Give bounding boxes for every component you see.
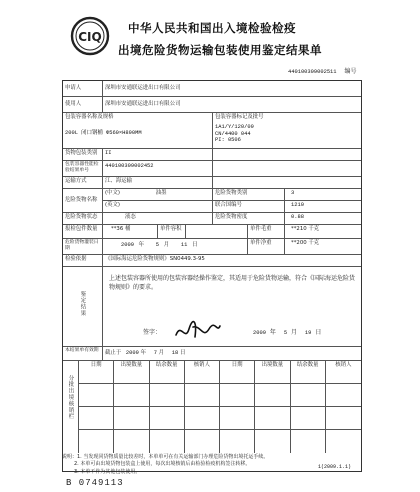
un-label: 联合国编号 <box>215 202 242 208</box>
batch-header-cell: 出境数量 <box>114 361 149 384</box>
batch-table-cell <box>255 430 290 453</box>
result-text: 上述包装容器所使用的包装容器经操作鉴定，其适用于危险货物运输，符合《国际海运危险货物规则》的要求。 <box>109 275 356 291</box>
batch-table-cell <box>326 430 361 453</box>
name-cn-label: (中文) <box>105 190 120 196</box>
unit-vol-value <box>186 225 248 238</box>
fill-date-value <box>103 239 248 254</box>
batch-side-label: 分批出境核销栏 <box>67 375 74 420</box>
quantity-value: **36 桶 <box>103 225 158 238</box>
sign-date <box>253 329 321 336</box>
perf-cert-label: 包装容器性能检验结果单号 <box>63 161 103 176</box>
perf-cert-row <box>63 161 361 177</box>
batch-table-cell <box>79 407 114 430</box>
applicant-value: 深圳市安通联运进出口有限公司 <box>105 85 181 91</box>
class-un-values <box>285 189 361 212</box>
name-en-label: (英文) <box>105 202 120 208</box>
batch-header-cell: 结余数量 <box>291 361 326 384</box>
validity-row <box>63 347 361 361</box>
validity-day: 18 <box>171 350 179 356</box>
serial-number-row <box>288 66 356 75</box>
batch-header-cell: 核销人 <box>185 361 220 384</box>
result-row <box>63 267 361 347</box>
validity-value <box>103 347 361 360</box>
validity-year-unit: 年 <box>140 350 146 356</box>
container-name-value: 200L 闭口钢桶 Φ560×H890MM <box>65 130 142 137</box>
user-row <box>63 97 361 113</box>
year-unit: 年 <box>138 242 145 248</box>
batch-header-cell: 日期 <box>220 361 255 384</box>
fill-day: 11 <box>180 242 188 248</box>
batch-header-cell: 结余数量 <box>150 361 185 384</box>
batch-table-cell <box>255 407 290 430</box>
document-header <box>0 6 420 76</box>
batch-table-cell <box>79 430 114 453</box>
perf-cert-value: 440100309002452 <box>103 161 213 176</box>
validity-day-unit: 日 <box>180 350 186 356</box>
sign-year: 2009 <box>253 330 266 336</box>
batch-grid <box>79 361 361 453</box>
danger-class-value: 3 <box>285 189 361 201</box>
batch-table-cell <box>185 407 220 430</box>
transport-label: 运输方式 <box>63 177 103 188</box>
cargo-code-value: II <box>103 149 213 160</box>
result-label: 鉴定结果 <box>79 291 86 317</box>
ciq-logo-icon <box>70 16 110 56</box>
batch-table-cell <box>220 384 255 407</box>
net-label: 单件净重 <box>248 239 285 254</box>
batch-table-cell <box>291 384 326 407</box>
month-unit: 月 <box>163 242 170 248</box>
batch-header-cell: 出境数量 <box>255 361 290 384</box>
quantity-row <box>63 225 361 239</box>
fill-date-row <box>63 239 361 255</box>
result-label-cell <box>63 267 103 346</box>
title-line-1: 中华人民共和国出入境检验检疫 <box>128 21 296 35</box>
batch-table <box>63 361 361 453</box>
batch-table-cell <box>150 430 185 453</box>
container-mark-value-2: CN/4400 044 <box>215 130 251 137</box>
sign-label: 签字： <box>143 329 162 336</box>
batch-table-cell <box>150 407 185 430</box>
batch-table-cell <box>220 407 255 430</box>
container-mark-label: 包装容器标记及批号 <box>215 114 264 120</box>
batch-table-cell <box>326 384 361 407</box>
basis-row <box>63 255 361 267</box>
validity-month: 7 <box>153 350 157 356</box>
cargo-code-label: 货物包装类别 <box>63 149 103 160</box>
batch-table-cell <box>114 384 149 407</box>
danger-class-label: 危险货物类别 <box>213 189 284 201</box>
user-label: 使用人 <box>63 97 103 112</box>
applicant-label: 申请人 <box>63 81 103 96</box>
container-mark-value-1: 1A1/Y/120/09 <box>215 124 254 131</box>
footer-note-2: 2. 本单可由出境货物包装盒上使用，每次出境核销后由检验检疫机构签注转移。 <box>74 461 251 468</box>
cargo-code-empty <box>213 149 361 160</box>
ciq-logo-text: CIQ <box>78 30 102 44</box>
perf-cert-empty <box>213 161 361 176</box>
density-value: 0.88 <box>291 214 304 220</box>
quantity-label: 报检包件数量 <box>63 225 103 238</box>
sign-year-unit: 年 <box>269 329 276 336</box>
barcode-number: B 0749113 <box>66 478 124 488</box>
batch-table-cell <box>114 430 149 453</box>
batch-table-cell <box>185 384 220 407</box>
container-row <box>63 113 361 149</box>
container-name-label: 包装容器名称及规格 <box>65 114 114 120</box>
form-code: 1(2009.1.1) <box>318 464 352 470</box>
title-line-2: 出境危险货物运输包装使用鉴定结果单 <box>118 43 322 57</box>
validity-year: 2009 <box>125 350 139 356</box>
batch-header-cell: 日期 <box>79 361 114 384</box>
batch-table-cell <box>185 430 220 453</box>
class-un-labels <box>213 189 285 212</box>
container-mark-value-3: PI: 0506 <box>215 137 241 144</box>
basis-value: 《国际海运危险货物规则》SN0449.3-95 <box>105 256 205 262</box>
container-name-cell <box>63 113 213 148</box>
serial-number: 440100309002511 <box>288 69 337 75</box>
applicant-row <box>63 81 361 97</box>
state-label: 危险货物状态 <box>63 213 103 224</box>
gross-label: 单件毛重 <box>248 225 285 238</box>
sign-month-unit: 月 <box>290 329 297 336</box>
transport-value: 江、海运输 <box>103 177 213 188</box>
danger-name-row <box>63 189 361 213</box>
validity-label: 本结果单有效期 <box>63 347 103 360</box>
un-value: 1210 <box>291 202 304 208</box>
batch-table-cell <box>291 407 326 430</box>
danger-name-values <box>103 189 213 212</box>
batch-table-cell <box>255 384 290 407</box>
basis-label: 检验依据 <box>63 255 103 266</box>
batch-table-cell <box>114 407 149 430</box>
result-cell <box>103 267 361 346</box>
density-label: 危险货物密度 <box>213 213 285 224</box>
day-unit: 日 <box>192 242 198 248</box>
unit-vol-label: 单件容积 <box>158 225 186 238</box>
footer-notes <box>62 454 362 476</box>
certificate-grid <box>62 80 362 472</box>
serial-label: 编号 <box>344 68 357 75</box>
fill-year: 2009 <box>121 242 134 248</box>
gross-value: **210 千克 <box>291 226 320 232</box>
danger-name-label: 危险货物名称 <box>63 189 103 212</box>
transport-row <box>63 177 361 189</box>
batch-table-cell <box>79 384 114 407</box>
batch-side-cell <box>63 361 79 453</box>
batch-table-cell <box>220 430 255 453</box>
sign-day-unit: 日 <box>315 329 322 336</box>
cargo-code-row <box>63 149 361 161</box>
batch-header-cell: 核销人 <box>326 361 361 384</box>
footer-note-3: 3. 本单不作为其他包装使用。 <box>74 468 141 475</box>
transport-empty <box>213 177 361 188</box>
validity-month-unit: 月 <box>158 350 165 356</box>
batch-table-cell <box>150 384 185 407</box>
batch-table-cell <box>326 407 361 430</box>
signature-icon <box>173 317 223 345</box>
sign-day: 19 <box>304 330 312 336</box>
sign-area <box>143 329 161 336</box>
validity-prefix: 截止于 <box>105 350 122 356</box>
footer-note-1: 说明：1. 当发现同货物质量比较差时，本单单可在有关运输部门办理危险货物出境托运手续。 <box>62 454 269 460</box>
container-mark-cell <box>213 113 361 148</box>
state-row <box>63 213 361 225</box>
net-value: **200 千克 <box>291 240 320 246</box>
sign-month: 5 <box>283 330 288 336</box>
user-value: 深圳市安通联运进出口有限公司 <box>105 101 181 107</box>
batch-table-cell <box>291 430 326 453</box>
name-cn-value: 油墨 <box>155 190 167 196</box>
fill-month: 5 <box>155 242 160 248</box>
state-value: 液态 <box>103 213 213 224</box>
fill-date-label: 危险货物灌装日期 <box>63 239 103 254</box>
